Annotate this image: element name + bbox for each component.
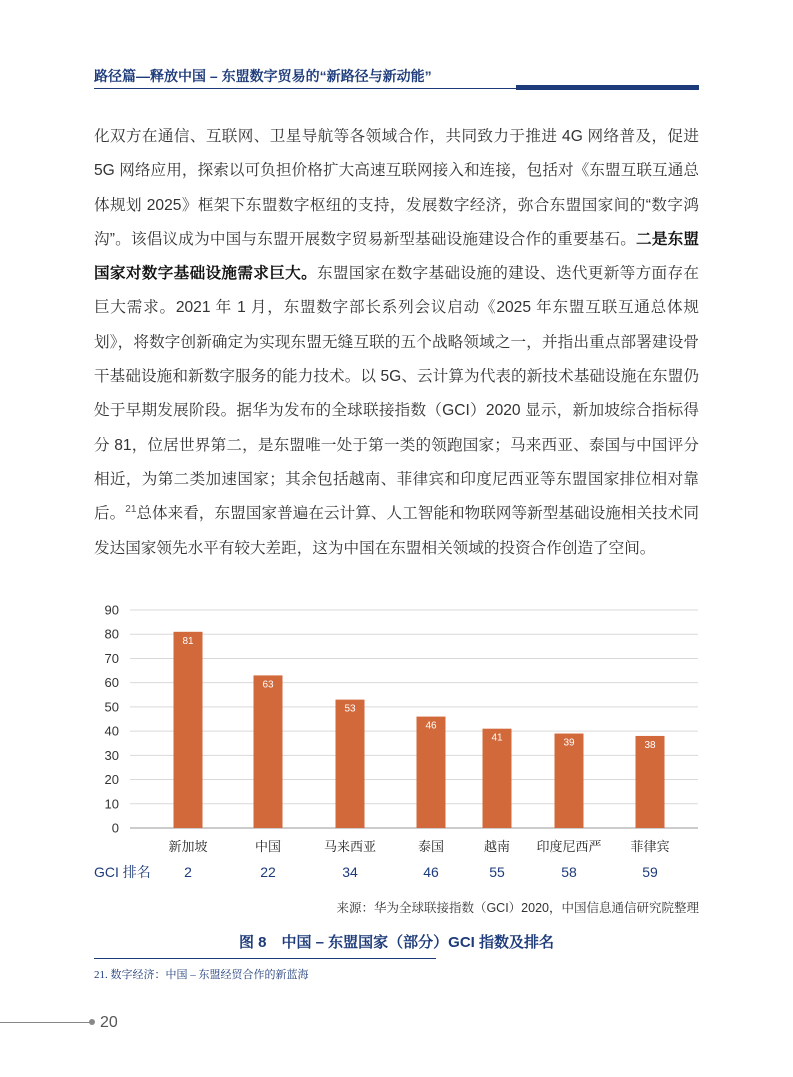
y-tick-label: 30 <box>104 747 119 763</box>
figure-caption: 图 8 中国 – 东盟国家（部分）GCI 指数及排名 <box>238 934 555 951</box>
rank-value: 55 <box>489 864 505 880</box>
category-label: 印度尼西严 <box>536 839 602 854</box>
data-label: 46 <box>425 720 437 732</box>
rank-value: 58 <box>561 864 577 880</box>
category-label: 马来西亚 <box>323 839 377 854</box>
y-tick-label: 80 <box>104 626 119 642</box>
y-tick-label: 10 <box>104 796 119 812</box>
rank-value: 22 <box>260 864 276 880</box>
category-label: 泰国 <box>417 839 445 854</box>
page-number: 20 <box>100 1014 118 1031</box>
figure-source: 来源：华为全球联接指数（GCI）2020，中国信息通信研究院整理 <box>336 901 699 915</box>
data-label: 38 <box>644 739 656 751</box>
y-tick-label: 50 <box>104 699 119 715</box>
bar <box>174 632 203 828</box>
bar <box>336 700 365 828</box>
y-tick-label: 40 <box>104 723 119 739</box>
page-number-dot <box>89 1019 95 1025</box>
rank-value: 2 <box>184 864 192 880</box>
page-number-line <box>0 1022 91 1023</box>
chart-gridlines <box>130 610 698 828</box>
bar <box>417 717 446 828</box>
data-label: 81 <box>182 635 194 647</box>
category-label: 越南 <box>483 839 511 854</box>
header-title: 路径篇—释放中国 – 东盟数字贸易的“新路径与新动能” <box>94 68 432 84</box>
body-text-3: 总体来看，东盟国家普遍在云计算、人工智能和物联网等新型基础设施相关技术同发达国家领先水平有较大差距，这为中国在东盟相关领域的投资合作创造了空间。 <box>94 505 699 557</box>
chart-bars <box>174 632 665 828</box>
data-label: 63 <box>262 679 274 691</box>
data-label: 53 <box>344 703 356 715</box>
y-tick-label: 70 <box>104 650 119 666</box>
body-text-2: 东盟国家在数字基础设施的建设、迭代更新等方面存在巨大需求。2021 年 1 月，东盟数字部长系列会议启动《2025 年东盟互联互通总体规划》，将数字创新确定为实现东盟无缝互联的五个战略领域之一，并指出重点部署建设骨干基础设施和新数字服务的能力技术。以 5G、云计算为代表的新技术基础设施在东盟仍处于早期发展阶段。据华为发布的全球联接指数（GCI）2020 显示，新加坡综合指标得分 81，位居世界第二，是东盟唯一处于第一类的领跑国家；马来西亚、泰国与中国评分相近，为第二类加速国家；其余包括越南、菲律宾和印度尼西亚等东盟国家排位相对靠后。 <box>94 265 699 523</box>
data-label: 39 <box>563 737 575 749</box>
rank-label: GCI 排名 <box>94 864 151 880</box>
data-label: 41 <box>491 732 503 744</box>
y-tick-label: 0 <box>111 820 119 836</box>
y-tick-label: 60 <box>104 675 119 691</box>
y-tick-label: 20 <box>104 772 119 788</box>
body-bold-1: 二是东盟国家对数字基础设施需求巨大。 <box>94 230 699 283</box>
category-label: 新加坡 <box>168 839 208 854</box>
bar <box>254 675 283 828</box>
footnote-ref[interactable]: 21 <box>125 504 137 516</box>
footnote-rule <box>94 958 436 959</box>
rank-value: 34 <box>342 864 358 880</box>
rank-value: 46 <box>423 864 439 880</box>
rank-value: 59 <box>642 864 658 880</box>
category-label: 中国 <box>254 839 282 854</box>
body-text-1: 化双方在通信、互联网、卫星导航等各领域合作，共同致力于推进 4G 网络普及，促进 5G 网络应用，探索以可负担价格扩大高速互联网接入和连接，包括对《东盟互联互通总体规划 2025》框架下东盟数字枢纽的支持，发展数字经济，弥合东盟国家间的“数字鸿沟”。该倡议成为中国与东盟开展数字贸易新型基础设施建设合作的重要基石。 <box>94 128 699 248</box>
category-label: 菲律宾 <box>630 839 670 854</box>
footnote-text: 21. 数字经济：中国 – 东盟经贸合作的新蓝海 <box>94 969 309 981</box>
y-tick-label: 90 <box>104 602 119 618</box>
